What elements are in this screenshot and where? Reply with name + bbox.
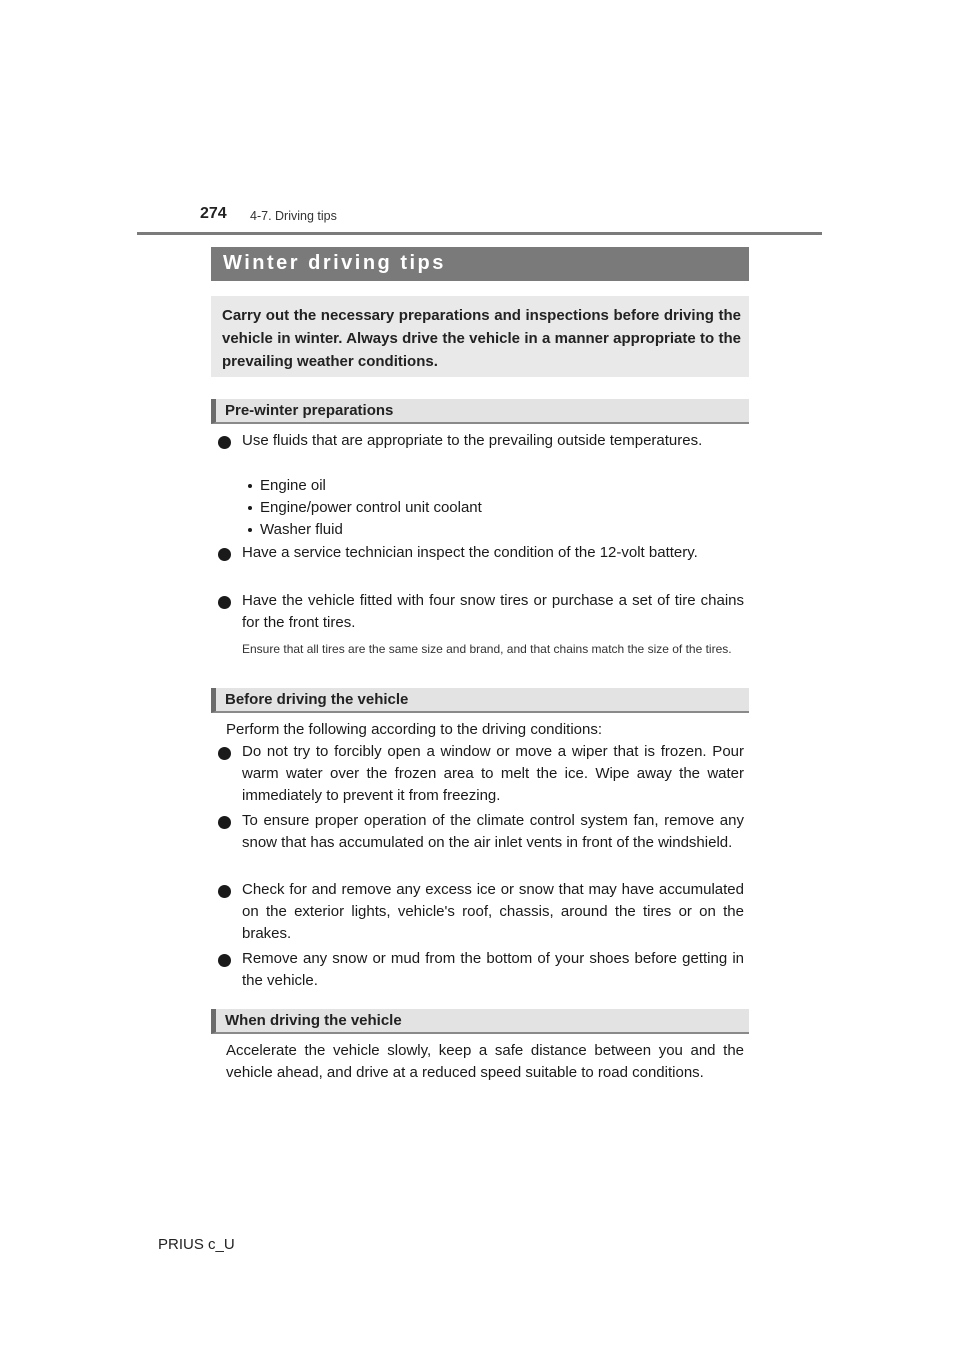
footer-model: PRIUS c_U <box>158 1236 235 1253</box>
note-text: Ensure that all tires are the same size and brand, and that chains match the size of the tires. <box>242 642 732 656</box>
page-title: Winter driving tips <box>223 252 446 274</box>
subheading-label: Before driving the vehicle <box>225 691 409 708</box>
page-number: 274 <box>200 205 227 222</box>
list-item: Use fluids that are appropriate to the prevailing outside temperatures. <box>242 432 703 449</box>
sub-bullet-icon <box>248 506 252 510</box>
bullet-icon <box>218 747 231 760</box>
bullet-icon <box>218 954 231 967</box>
bullet-icon <box>218 596 231 609</box>
intro-box <box>211 296 749 377</box>
list-item: Remove any snow or mud from the bottom of your shoes before getting in the vehicle. <box>242 950 744 989</box>
list-item: Do not try to forcibly open a window or move a wiper that is frozen. Pour warm water over the frozen area to melt the ice. Wipe away the water immediately to prevent it from freezing. <box>242 743 744 804</box>
list-item: Check for and remove any excess ice or snow that may have accumulated on the exterior lights, vehicle's roof, chassis, around the tires or on the brakes. <box>242 881 744 942</box>
subheading-before-driving <box>211 688 749 713</box>
bullet-icon <box>218 885 231 898</box>
list-item: To ensure proper operation of the climate control system fan, remove any snow that has accumulated on the air inlet vents in front of the windshield. <box>242 812 744 851</box>
subheading-when-driving <box>211 1009 749 1034</box>
subheading-label: When driving the vehicle <box>225 1012 402 1029</box>
sub-list-item: Engine/power control unit coolant <box>260 499 482 516</box>
sub-bullet-icon <box>248 528 252 532</box>
bullet-icon <box>218 548 231 561</box>
header-divider <box>137 232 822 235</box>
section-label: 4-7. Driving tips <box>250 209 337 223</box>
lead-text: Perform the following according to the driving conditions: <box>226 721 603 738</box>
subheading-pre-winter <box>211 399 749 424</box>
paragraph-text: Accelerate the vehicle slowly, keep a safe distance between you and the vehicle ahead, and drive at a reduced speed suitable to road conditions. <box>226 1042 744 1081</box>
bullet-icon <box>218 436 231 449</box>
list-item: Have the vehicle fitted with four snow tires or purchase a set of tire chains for the front tires. <box>242 592 744 631</box>
intro-text: Carry out the necessary preparations and inspections before driving the vehicle in winter. Always drive the vehicle in a manner appropriate to the prevailing weather conditions. <box>222 307 741 370</box>
sub-bullet-icon <box>248 484 252 488</box>
list-item: Have a service technician inspect the condition of the 12-volt battery. <box>242 544 698 561</box>
sub-list-item: Engine oil <box>260 477 326 494</box>
title-bar <box>211 247 749 281</box>
bullet-icon <box>218 816 231 829</box>
subheading-label: Pre-winter preparations <box>225 402 394 419</box>
sub-list-item: Washer fluid <box>260 521 343 538</box>
